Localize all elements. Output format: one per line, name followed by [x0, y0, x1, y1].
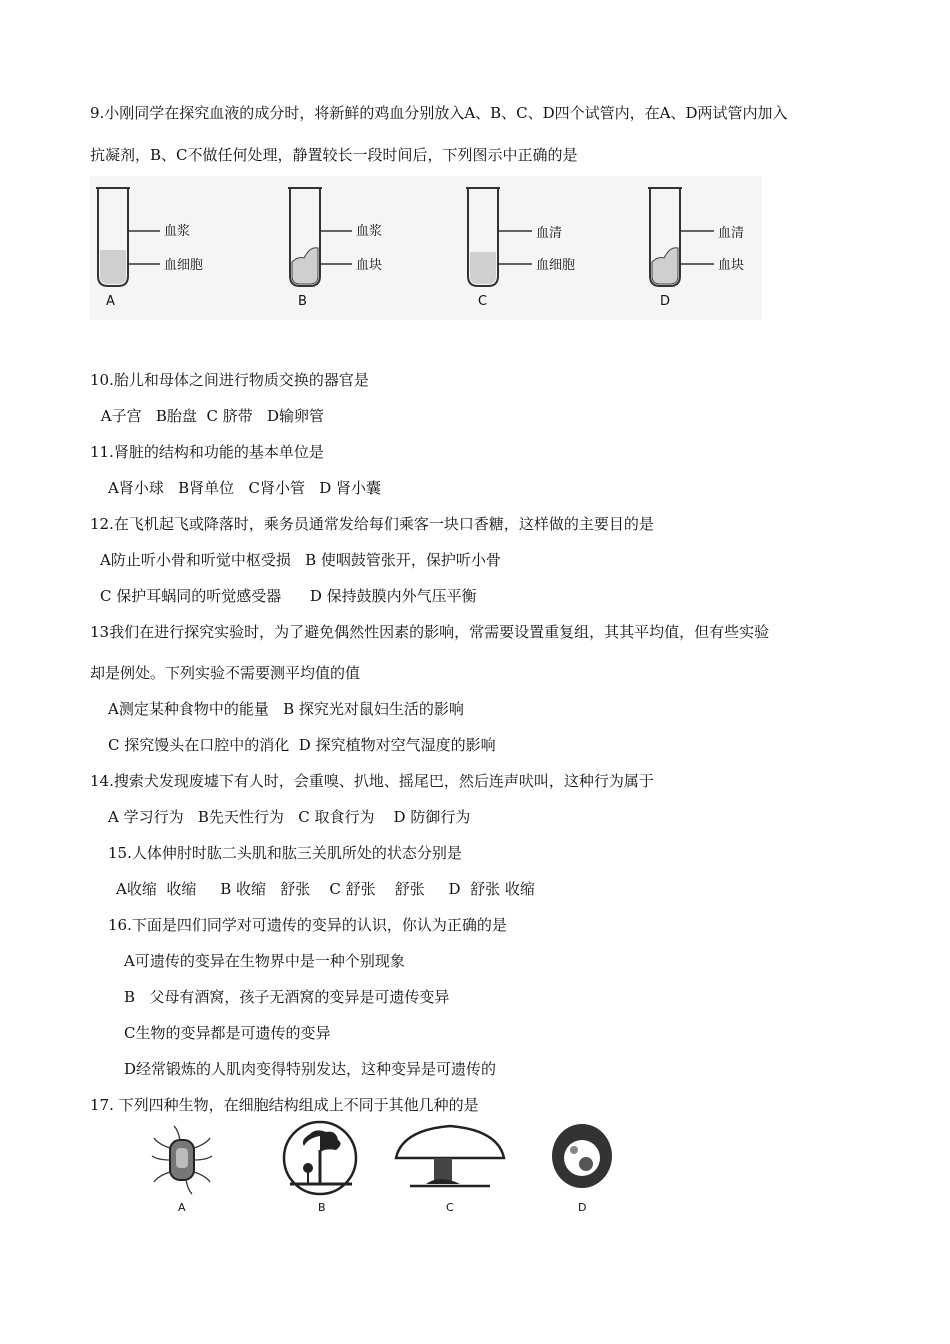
blood-test-tubes-figure — [90, 176, 762, 320]
q11-stem: 11.肾脏的结构和功能的基本单位是 — [90, 443, 324, 461]
tube-c-upper-label: 血清 — [536, 226, 563, 241]
q16-option-d: D经常锻炼的人肌肉变得特别发达，这种变异是可遗传的 — [124, 1060, 497, 1078]
q16-option-a: A可遗传的变异在生物界中是一种个别现象 — [124, 952, 405, 970]
tube-c — [466, 188, 532, 286]
mushroom-icon — [396, 1126, 504, 1186]
q13-stem-line1: 13我们在进行探究实验时，为了避免偶然性因素的影响，常需要设置重复组，其其平均值，但有些实验 — [90, 623, 770, 641]
q12-stem: 12.在飞机起飞或降落时，乘务员通常发给每们乘客一块口香糖，这样做的主要目的是 — [90, 515, 654, 533]
tube-b-letter: B — [298, 294, 307, 309]
organism-d-letter: D — [578, 1201, 587, 1214]
organisms-figure — [140, 1118, 660, 1218]
yeast-cell-icon — [552, 1124, 612, 1188]
q14-options: A 学习行为 B先天性行为 C 取食行为 D 防御行为 — [108, 808, 471, 826]
tube-a-letter: A — [106, 294, 115, 309]
tube-a-upper-label: 血浆 — [164, 224, 191, 239]
q15-options: A收缩 收缩 B 收缩 舒张 C 舒张 舒张 D 舒张 收缩 — [116, 880, 535, 898]
tube-a — [96, 188, 160, 286]
q16-option-c: C生物的变异都是可遗传的变异 — [124, 1024, 331, 1042]
mold-icon — [284, 1122, 356, 1194]
tube-b — [288, 188, 352, 286]
tube-d-letter: D — [660, 294, 671, 309]
q17-stem: 17. 下列四种生物，在细胞结构组成上不同于其他几种的是 — [90, 1096, 479, 1114]
q10-options: A子宫 B胎盘 C 脐带 D输卵管 — [96, 407, 325, 425]
organism-c-letter: C — [446, 1201, 454, 1214]
q13-options-line1: A测定某种食物中的能量 B 探究光对鼠妇生活的影响 — [108, 700, 464, 718]
organism-b-letter: B — [318, 1201, 326, 1214]
tube-d-lower-label: 血块 — [718, 258, 745, 273]
tube-b-upper-label: 血浆 — [356, 224, 383, 239]
q9-stem-line2: 抗凝剂，B、C不做任何处理，静置较长一段时间后，下列图示中正确的是 — [90, 146, 578, 164]
q11-options: A肾小球 B肾单位 C肾小管 D 肾小囊 — [108, 479, 382, 497]
q10-stem: 10.胎儿和母体之间进行物质交换的器官是 — [90, 371, 369, 389]
q15-stem: 15.人体伸肘时肱二头肌和肱三关肌所处的状态分别是 — [108, 844, 462, 862]
organism-a-letter: A — [178, 1201, 186, 1214]
q16-option-b: B 父母有酒窝，孩子无酒窝的变异是可遗传变异 — [124, 988, 450, 1006]
q12-options-line1: A防止听小骨和听觉中枢受损 B 使咽鼓管张开，保护听小骨 — [100, 551, 501, 569]
q12-options-line2: C 保护耳蜗同的听觉感受器 D 保持鼓膜内外气压平衡 — [100, 587, 477, 605]
tube-c-lower-label: 血细胞 — [536, 258, 576, 273]
q16-stem: 16.下面是四们同学对可遗传的变异的认识，你认为正确的是 — [108, 916, 507, 934]
q13-options-line2: C 探究馒头在口腔中的消化 D 探究植物对空气湿度的影响 — [108, 736, 496, 754]
q13-stem-line2: 却是例处。下列实验不需要测平均值的值 — [90, 664, 361, 682]
tube-a-lower-label: 血细胞 — [164, 258, 204, 273]
tube-c-letter: C — [478, 294, 488, 309]
tube-d — [648, 188, 714, 286]
tube-d-upper-label: 血清 — [718, 226, 745, 241]
q14-stem: 14.搜索犬发现废墟下有人时，会重嗅、扒地、摇尾巴，然后连声吠叫，这种行为属于 — [90, 772, 654, 790]
q9-stem-line1: 9.小刚同学在探究血液的成分时，将新鲜的鸡血分别放入A、B、C、D四个试管内，在A、D两试管内加入 — [90, 104, 788, 122]
tube-b-lower-label: 血块 — [356, 258, 383, 273]
bacterium-icon — [152, 1126, 212, 1194]
